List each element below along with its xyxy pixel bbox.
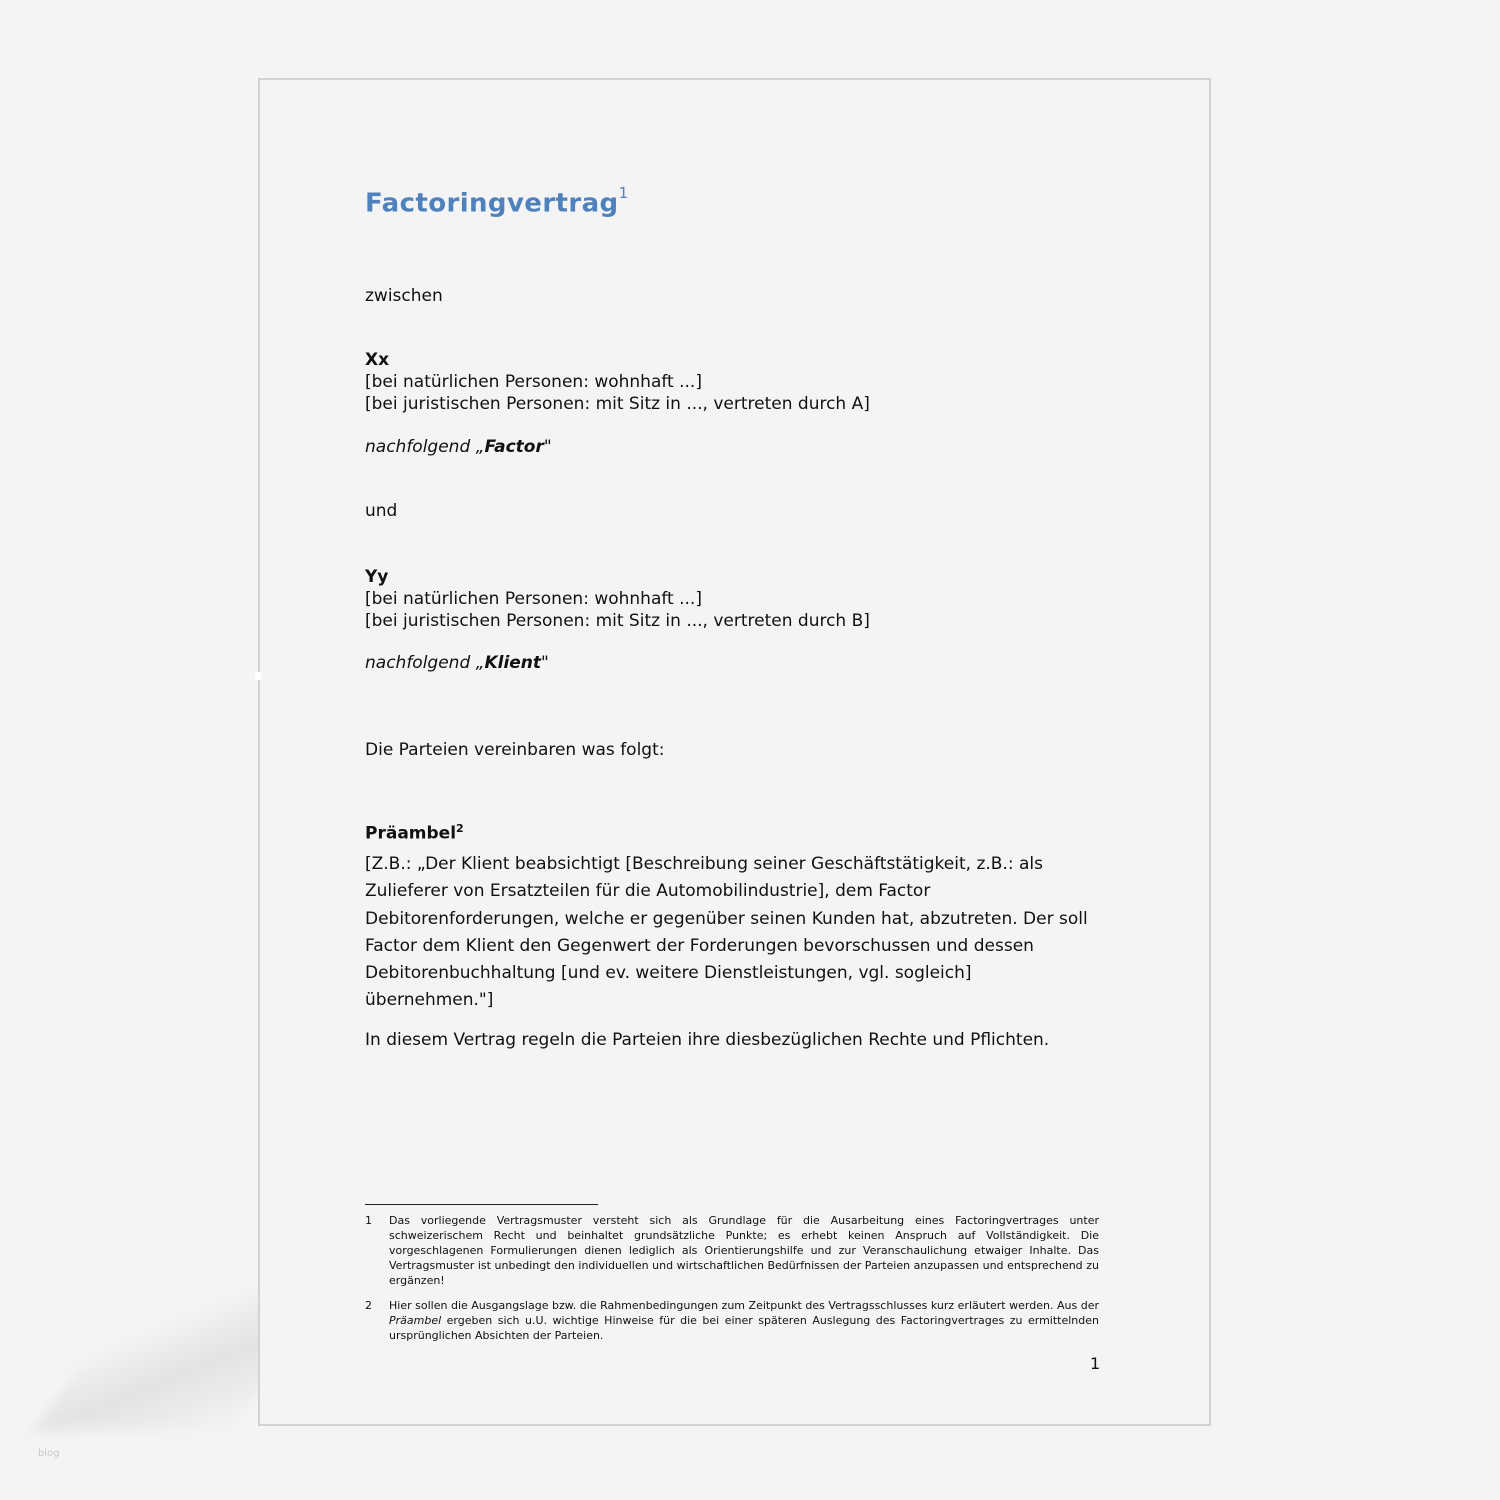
- party1-line1: [bei natürlichen Personen: wohnhaft ...]: [365, 372, 702, 392]
- and-label: und: [365, 501, 398, 521]
- preamble-paragraph: [Z.B.: „Der Klient beabsichtigt [Beschreibung seiner Geschäftstätigkeit, z.B.: als Zulieferer von Ersatzteilen für die Automobilindustrie], dem Factor Debitorenforderungen, welche er gegenüber seinen Kunden hat, abzutreten. Der soll Factor dem Klient den Gegenwert der Forderungen bevorschussen und dessen Debitorenbuchhaltung [und ev. weitere Dienstleistungen, vgl. sogleich] übernehmen."]: [365, 854, 1088, 1011]
- party2-line1: [bei natürlichen Personen: wohnhaft ...]: [365, 589, 702, 609]
- watermark: blog: [38, 1448, 60, 1459]
- preamble-footnote-ref: 2: [456, 822, 464, 835]
- party1-designation: nachfolgend „Factor": [365, 437, 552, 457]
- footnote-text: Das vorliegende Vertragsmuster versteht sich als Grundlage für die Ausarbeitung eines Factoringvertrages unter schweizerischem Recht und beinhaltet grundsätzliche Punkte; es erhebt keinen Anspruch auf Vollständigkeit. Die vorgeschlagenen Formulierungen dienen lediglich als Orientierungshilfe und zur Veranschaulichung etwaiger Inhalte. Das Vertragsmuster ist unbedingt den individuellen und wirtschaftlichen Bedürfnissen der Parteien anzupassen und entsprechend zu ergänzen!: [389, 1214, 1099, 1287]
- page-number: 1: [1090, 1354, 1101, 1373]
- document-page: [258, 78, 1211, 1426]
- footnote-separator: [365, 1204, 598, 1205]
- footnote-number: 2: [365, 1299, 372, 1312]
- title-footnote-ref: 1: [618, 184, 629, 202]
- between-label: zwischen: [365, 286, 443, 306]
- footnote-number: 1: [365, 1214, 372, 1227]
- party2-line2: [bei juristischen Personen: mit Sitz in ..., vertreten durch B]: [365, 611, 870, 631]
- footnote-2: [365, 1298, 1099, 1343]
- party1-name: Xx: [365, 350, 390, 370]
- party2-name: Yy: [365, 567, 389, 587]
- closing-paragraph: In diesem Vertrag regeln die Parteien ihre diesbezüglichen Rechte und Pflichten.: [365, 1030, 1050, 1050]
- party1-line2: [bei juristischen Personen: mit Sitz in ..., vertreten durch A]: [365, 394, 870, 414]
- party2-designation: nachfolgend „Klient": [365, 653, 549, 673]
- preamble-heading: Präambel$^2$: [365, 822, 464, 844]
- document-title: Factoringvertrag$^1$: [365, 184, 629, 219]
- footnote-text: Hier sollen die Ausgangslage bzw. die Rahmenbedingungen zum Zeitpunkt des Vertragsschlusses kurz erläutert werden. Aus der Präambel ergeben sich u.U. wichtige Hinweise für die bei einer späteren Auslegung des Factoringvertrages zu ermittelnden ursprünglichen Absichten der Parteien.: [389, 1299, 1099, 1342]
- agreement-intro: Die Parteien vereinbaren was folgt:: [365, 740, 665, 760]
- footnote-1: [365, 1213, 1099, 1288]
- page-border-gap: [255, 672, 261, 680]
